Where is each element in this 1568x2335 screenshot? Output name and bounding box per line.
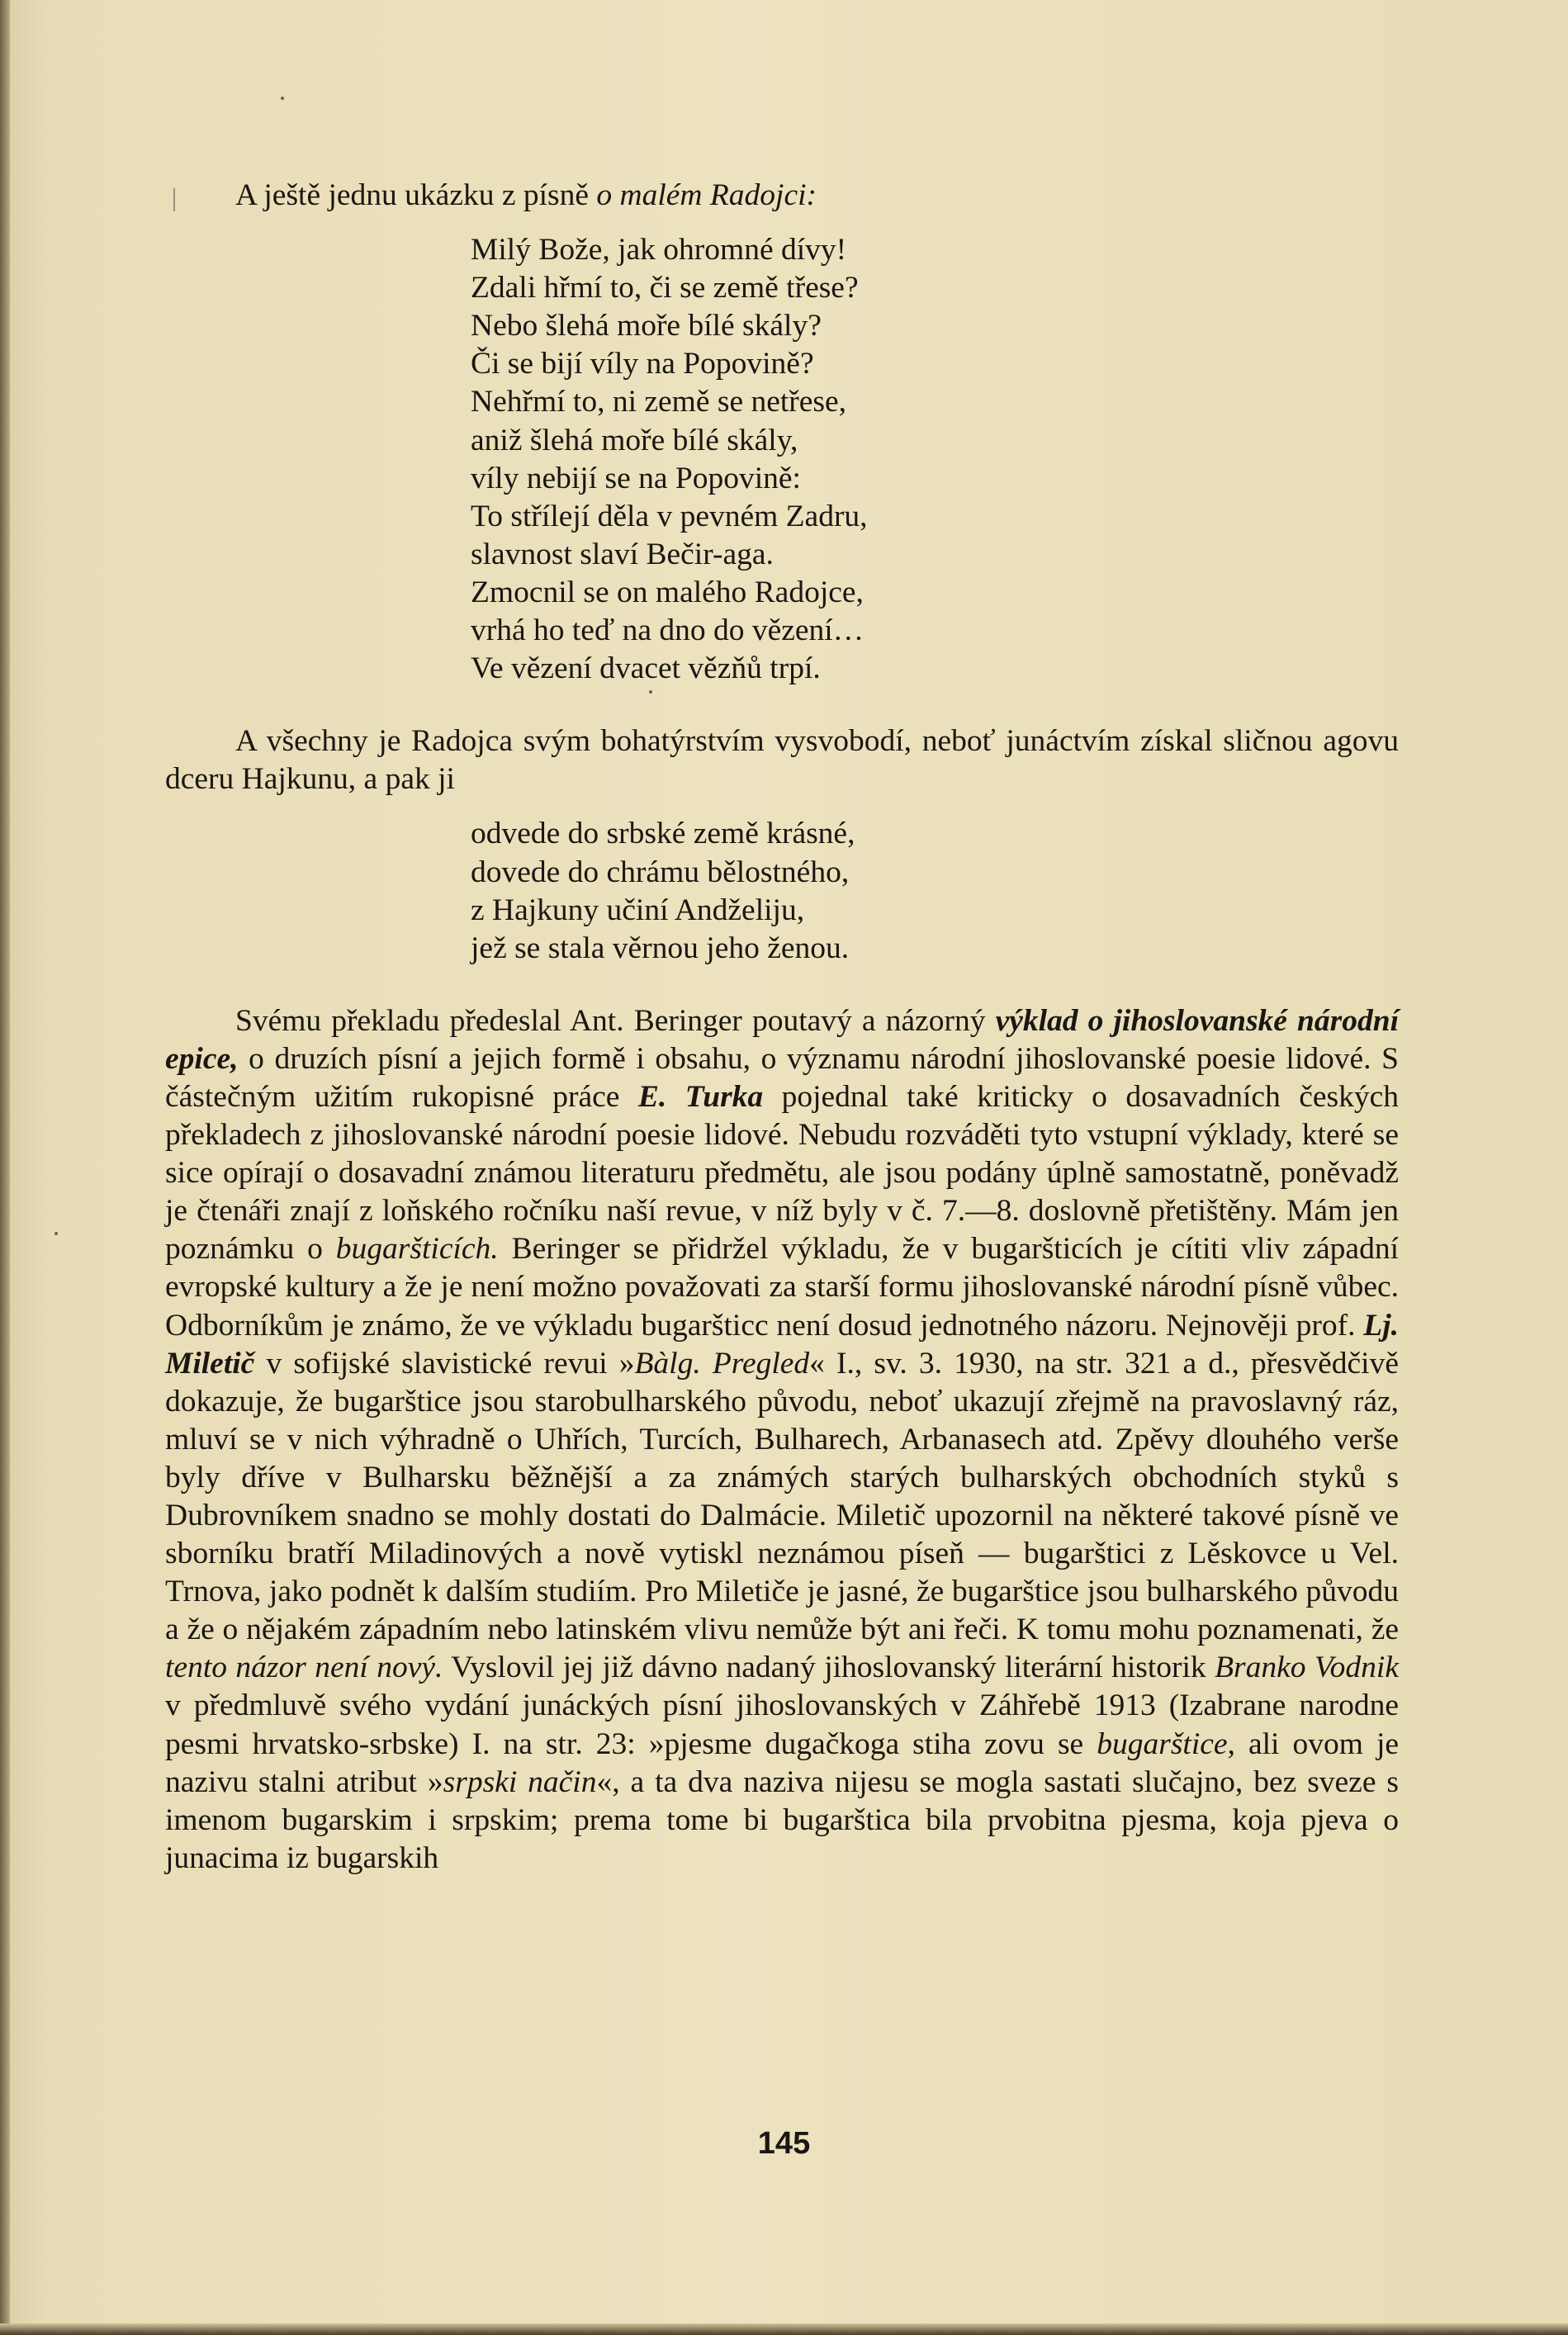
verse-line: víly nebijí se na Popovině: <box>471 461 801 495</box>
margin-speck <box>281 97 284 100</box>
para3-text: pojednal také kriticky o dosavadních českých překladech z jihoslovanské národní poesie lidové. Nebudu rozváděti tyto vstupní výklady, které se sice opírají o dosavadní známou literaturu předmětu, ale jsou podány úplně samostatně, poněvadž je čtenáři znají z loňského ročníku naší revue, v níž byly v č. 7.—8. doslovně přetištěny. Mám jen poznámku o <box>165 1079 1399 1267</box>
verse-line: dovede do chrámu bělostného, <box>471 855 850 889</box>
verse-line: jež se stala věrnou jeho ženou. <box>471 931 850 965</box>
intro-title: o malém Radojci: <box>596 178 817 212</box>
verse-line: odvede do srbské země krásné, <box>471 817 855 851</box>
para3-emphasis: tento názor není nový. <box>165 1651 443 1685</box>
verse-line: vrhá ho teď na dno do vězení… <box>471 613 865 648</box>
verse-line: Nebo šlehá moře bílé skály? <box>471 309 822 343</box>
verse-line: aniž šlehá moře bílé skály, <box>471 423 798 457</box>
intro-lead: A ještě jednu ukázku z písně <box>235 178 597 212</box>
margin-speck <box>54 1232 58 1235</box>
para3-emphasis: výklad o jihoslovanské národní epice, <box>165 1003 1400 1076</box>
page-number: 145 <box>757 2126 811 2161</box>
verse-line: Milý Bože, jak ohromné dívy! <box>471 233 847 268</box>
verse-line: Ve vězení dvacet vězňů trpí. <box>471 651 821 686</box>
verse-block-2 <box>165 815 1399 967</box>
para3-text: v předmluvě svého vydání junáckých písní jihoslovanských v Záhřebě 1913 (Izabrane narodne pesmi hrvatsko-srbske) I. na str. 23: »pjesme dugačkoga stiha zovu se <box>165 1688 1399 1761</box>
text-body <box>165 177 1399 1878</box>
paragraph-3 <box>165 1002 1399 1878</box>
para3-text: Beringer se přidržel výkladu, že v bugaršticích je cítiti vliv západní evropské kultury a že je není možno považovati za starší formu jihoslovanské národní písně vůbec. Odborníkům je známo, že ve výkladu bugaršticc není dosud jednotného názoru. Nejnověji prof. <box>165 1232 1399 1343</box>
para3-text: ali ovom je nazivu stalni atribut » <box>165 1726 1400 1799</box>
para3-text: « I., sv. 3. 1930, na str. 321 a d., přesvědčivě dokazuje, že bugarštice jsou starobulharského původu, neboť ukazují zřejmě na pravoslavný ráz, mluví se v nich výhradně o Uhřích, Turcích, Bulharech, Arbanasech atd. Zpěvy dlouhého verše byly dříve v Bulharsku běžnější a za známých starých bulharských obchodních styků s Dubrovníkem snadno se mohly dostati do Dalmácie. Miletič upozornil na některé takové písně ve sborníku bratří Miladinových a nově vytiskl neznámou píseň — bugarštici z Lěskovce u Vel. Trnova, jako podnět k dalším studiím. Pro Miletiče je jasné, že bugarštice jsou bulharského původu a že o nějakém západním nebo latinském vlivu nemůže být ani řeči. K tomu mohu poznamenati, že <box>165 1346 1399 1647</box>
verse-line: slavnost slaví Bečir-aga. <box>471 537 774 571</box>
para3-text: o druzích písní a jejich formě i obsahu, o významu národní jihoslovanské poesie lidové. S částečným užitím rukopisné práce <box>165 1041 1399 1114</box>
verse-line: Nehřmí to, ni země se netřese, <box>471 385 847 419</box>
para3-emphasis: Bàlg. Pregled <box>634 1346 810 1381</box>
para3-text: «, a ta dva naziva nijesu se mogla sastati slučajno, bez sveze s imenom bugarskim i srpskim; prema tome bi bugarštica bila prvobitna pjesma, koja pjeva o junacima iz bugarskih <box>165 1764 1399 1875</box>
para3-emphasis: bugaršticе, <box>1097 1726 1235 1761</box>
para3-emphasis: E. Turka <box>637 1079 764 1114</box>
binding-edge <box>0 0 10 2335</box>
bottom-edge <box>0 2323 1568 2335</box>
para3-text: v sofijské slavistické revui » <box>254 1346 635 1381</box>
verse-block-1 <box>165 231 1399 688</box>
para3-emphasis: srpski način <box>443 1764 597 1799</box>
verse-line: Či se bijí víly na Popovině? <box>471 347 814 381</box>
para3-emphasis: Lj. Miletič <box>165 1308 1399 1381</box>
verse-line: z Hajkuny učiní Andželiju, <box>471 893 805 927</box>
intro-line <box>165 177 1399 215</box>
paragraph-2: A všechny je Radojca svým bohatýrstvím vysvobodí, neboť junáctvím získal sličnou agovu dceru Hajkunu, a pak ji <box>165 724 1399 797</box>
verse-line: Zmocnil se on malého Radojce, <box>471 575 864 609</box>
para3-emphasis: bugaršticích. <box>335 1232 499 1267</box>
para3-emphasis: Branko Vodnik <box>1215 1651 1399 1685</box>
para3-text: Vyslovil jej již dávno nadaný jihoslovanský literární historik <box>443 1651 1215 1685</box>
verse-line: Zdali hřmí to, či se země třese? <box>471 271 859 305</box>
para3-text: Svému překladu předeslal Ant. Beringer poutavý a názorný <box>235 1003 996 1038</box>
verse-line: To střílejí děla v pevném Zadru, <box>471 499 868 533</box>
